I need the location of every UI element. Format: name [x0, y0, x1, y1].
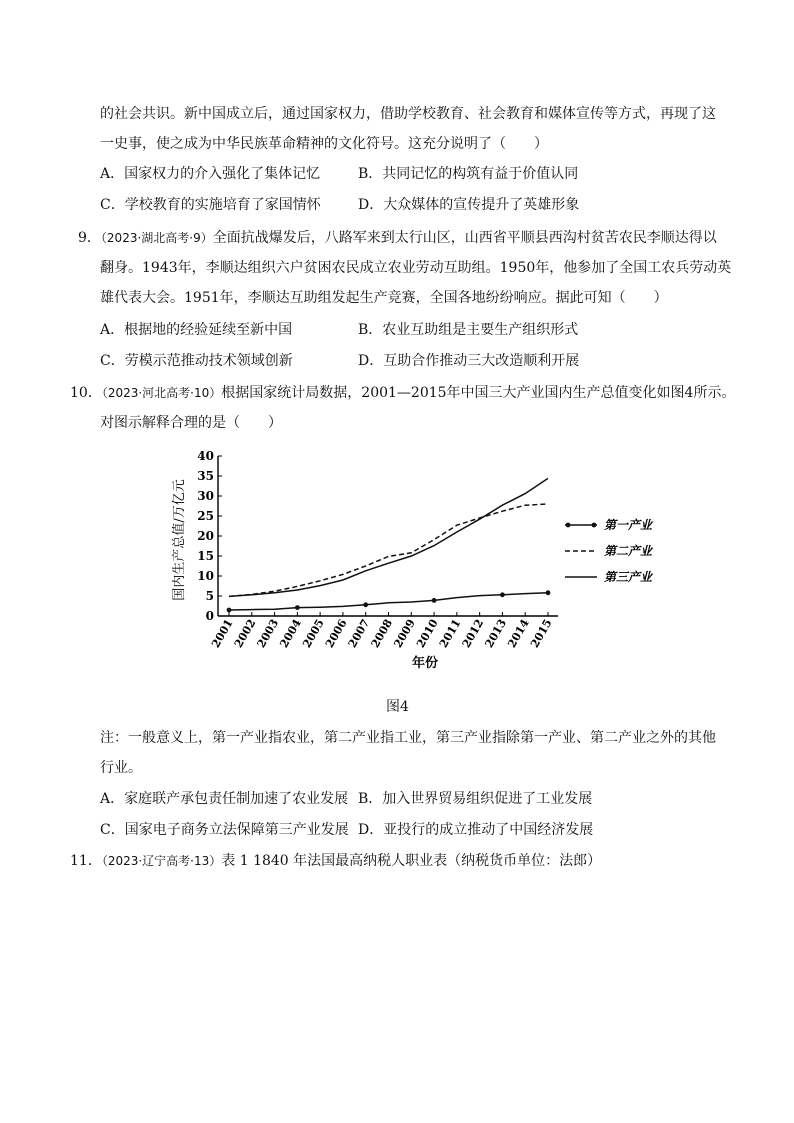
q8-option-d: D．大众媒体的宣传提升了英雄形象 [358, 197, 580, 213]
q9-option-a: A．根据地的经验延续至新中国 [100, 322, 293, 338]
y-tick-labels [197, 449, 214, 623]
q9-text1: 全面抗战爆发后，八路军来到太行山区，山西省平顺县西沟村贫苦农民李顺达得以 [212, 230, 717, 246]
x-tick-label: 2007 [345, 617, 373, 651]
q9-line3: 雄代表大会。1951年，李顺达互助组发起生产竞赛，全国各地纷纷响应。据此可知（ ） [100, 290, 668, 306]
y-tick-label: 25 [197, 509, 214, 523]
x-tick-label: 2008 [368, 617, 396, 651]
x-tick-label: 2011 [436, 617, 464, 651]
q8-line1: 的社会共识。新中国成立后，通过国家权力，借助学校教育、社会教育和媒体宣传等方式，再现了这 [100, 106, 716, 122]
q8-option-b: B．共同记忆的构筑有益于价值认同 [358, 166, 579, 182]
q8-option-a: A．国家权力的介入强化了集体记忆 [100, 166, 321, 182]
legend-label: 第二产业 [604, 544, 653, 558]
series-line [229, 504, 548, 596]
q10-source: （2023·河北高考·10） [101, 386, 222, 400]
data-point [432, 598, 437, 603]
legend-marker [592, 523, 597, 528]
q10-option-a: A．家庭联产承包责任制加速了农业发展 [100, 791, 349, 807]
q11-stem-line1 [70, 851, 601, 871]
y-tick-label: 15 [197, 549, 214, 563]
y-tick-label: 0 [205, 609, 214, 623]
q9-option-c: C．劳模示范推动技术领域创新 [100, 353, 293, 369]
chart-legend [565, 518, 654, 584]
q10-option-c: C．国家电子商务立法保障第三产业发展 [100, 822, 349, 838]
x-tick-label: 2010 [414, 617, 441, 651]
q8-line2: 一史事，使之成为中华民族革命精神的文化符号。这充分说明了（ ） [100, 136, 548, 152]
legend-marker [566, 523, 571, 528]
q11-source: （2023·辽宁高考·13） [101, 854, 222, 868]
series-line [229, 478, 548, 596]
y-tick-label: 40 [197, 449, 214, 463]
q10-option-b: B．加入世界贸易组织促进了工业发展 [358, 791, 593, 807]
q10-note-line2: 行业。 [100, 760, 142, 776]
x-tick-label: 2015 [528, 617, 555, 651]
x-tick-label: 2001 [209, 617, 236, 651]
x-tick-label: 2004 [277, 617, 304, 651]
q11-text1: 表 1 1840 年法国最高纳税人职业表（纳税货币单位：法郎） [221, 853, 602, 869]
q8-option-c: C．学校教育的实施培育了家国情怀 [100, 197, 321, 213]
y-tick-label: 5 [205, 589, 214, 603]
data-point [500, 592, 505, 597]
series-lines [227, 478, 551, 612]
data-point [363, 602, 368, 607]
data-point [227, 608, 232, 613]
q10-note-line1: 注：一般意义上，第一产业指农业，第二产业指工业，第三产业指除第一产业、第二产业之外的其他 [100, 730, 716, 746]
q11-number: 11． [70, 853, 102, 869]
x-tick-label: 2002 [231, 617, 259, 651]
y-tick-label: 10 [197, 569, 214, 583]
x-tick-label: 2005 [300, 617, 327, 651]
y-tick-label: 35 [197, 469, 214, 483]
data-point [546, 590, 551, 595]
x-tick-label: 2006 [322, 617, 350, 651]
x-tick-label: 2013 [482, 617, 510, 651]
q10-text1: 根据国家统计局数据，2001—2015年中国三大产业国内生产总值变化如图4所示。 [221, 385, 736, 401]
q10-line2: 对图示解释合理的是（ ） [100, 415, 282, 431]
x-tick-label: 2014 [505, 617, 532, 651]
legend-label: 第一产业 [604, 518, 653, 532]
q9-line2: 翻身。1943年，李顺达组织六户贫困农民成立农业劳动互助组。1950年，他参加了全国工农兵劳动英 [100, 260, 732, 276]
x-tick-label: 2009 [391, 617, 418, 651]
x-tick-label: 2012 [459, 617, 487, 651]
y-axis-label: 国内生产总值/万亿元 [172, 479, 187, 601]
q9-option-b: B．农业互助组是主要生产组织形式 [358, 322, 579, 338]
q10-number: 10． [70, 385, 102, 401]
gdp-line-chart [0, 440, 794, 700]
q9-stem-line1 [78, 228, 717, 248]
q10-option-d: D．亚投行的成立推动了中国经济发展 [358, 822, 594, 838]
figure-caption: 图4 [386, 699, 409, 715]
y-tick-label: 30 [197, 489, 214, 503]
data-point [295, 605, 300, 610]
x-tick-label: 2003 [254, 617, 282, 651]
q10-stem-line1 [70, 383, 735, 403]
x-axis-label: 年份 [411, 656, 439, 671]
legend-label: 第三产业 [604, 570, 653, 584]
x-tick-labels [209, 617, 555, 650]
y-tick-label: 20 [197, 529, 214, 543]
q9-number: 9． [78, 230, 101, 246]
q9-source: （2023·湖北高考·9） [100, 231, 213, 245]
q9-option-d: D．互助合作推动三大改造顺利开展 [358, 353, 580, 369]
